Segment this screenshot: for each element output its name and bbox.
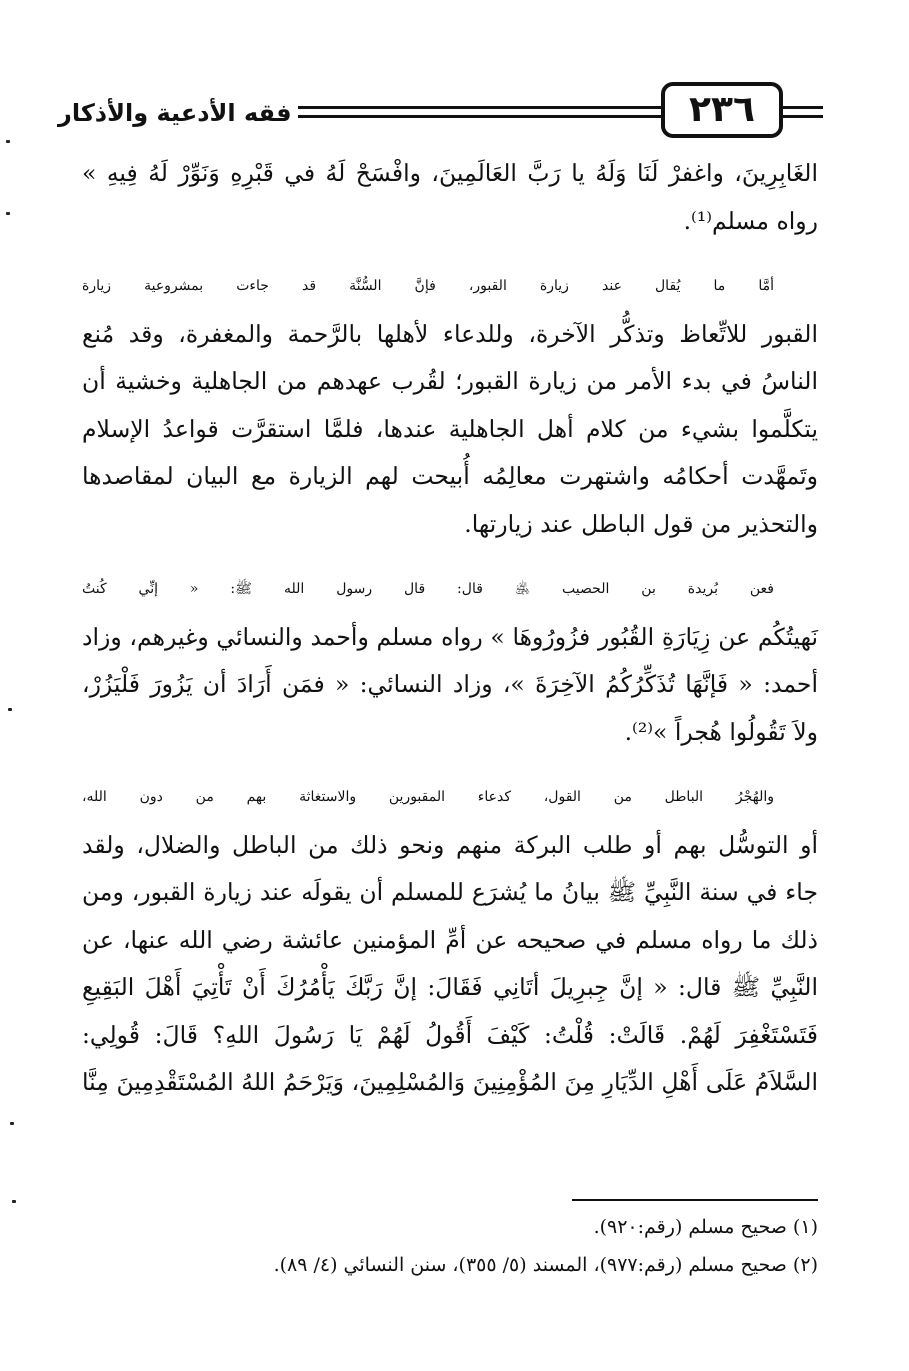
- text-line: والتحذير من قول الباطل عند زيارتها.: [464, 509, 818, 538]
- paragraph-al-hujr: [82, 774, 818, 1107]
- text-line: والهُجْرُ الباطل من القول، كدعاء المقبورين والاستغاثة بهم من دون الله،: [82, 789, 774, 805]
- paragraph-buraydah-hadith: [82, 566, 818, 756]
- book-title: فقه الأدعية والأذكار: [58, 99, 292, 127]
- main-text: [82, 150, 818, 1125]
- scan-speck: [10, 1122, 14, 1125]
- header-rule-left: [298, 106, 716, 118]
- text-line: جاء في سنة النَّبِيِّ ﷺ بيانُ ما يُشرَع للمسلم أن يقولَه عند زيارة القبور، ومن: [82, 878, 818, 906]
- footnote-1: (١) صحيح مسلم (رقم:٩٢٠).: [593, 1216, 818, 1238]
- scan-speck: [6, 140, 10, 143]
- text-line: نَهيتُكُم عن زِيَارَةِ القُبُور فزُورُوهَا » رواه مسلم وأحمد والنسائي وغيرهم، وزاد: [82, 622, 818, 651]
- text-line: النَّبِيِّ ﷺ قال: « إنَّ جِبرِيلَ أتَانِي فَقَالَ: إنَّ رَبَّكَ يَأْمُرُكَ أَنْ تَأْتِيَ أَهْلَ البَقِيعِ: [82, 973, 818, 1001]
- text-line: أحمد: « فَإنَّهَا تُذَكِّرُكُمُ الآخِرَةَ »، وزاد النسائي: « فمَن أَرَادَ أن يَزُورَ فَلْيَزُرْ،: [82, 670, 818, 698]
- text-line: ذلك ما رواه مسلم في صحيحه عن أمِّ المؤمنين عائشة رضي الله عنها، عن: [82, 925, 818, 954]
- page-number: ٢٣٦: [661, 82, 783, 138]
- text-line: وتَمهَّدت أحكامُه واشتهرت معالِمُه أُبيحت لهم الزيارة مع البيان لمقاصدها: [82, 462, 818, 490]
- scan-speck: [8, 708, 12, 711]
- text-line: السَّلاَمُ عَلَى أَهْلِ الدِّيَارِ مِنَ المُؤْمِنِينَ وَالمُسْلِمِينَ، وَيَرْحَمُ اللهُ المُسْتَقْدِمِينَ مِنَّا: [82, 1068, 818, 1096]
- text-line: الغَابِرِينَ، واغفرْ لَنَا وَلَهُ يا رَبَّ العَالَمِينَ، وافْسَحْ لَهُ في قَبْرِهِ وَنَوِّرْ لَهُ فِيهِ »: [82, 159, 818, 187]
- scan-speck: [6, 212, 10, 215]
- footnote-2: (٢) صحيح مسلم (رقم:٩٧٧)، المسند (٥/ ٣٥٥)، سنن النسائي (٤/ ٨٩).: [273, 1254, 818, 1276]
- text-line: يتكلَّموا بشيء من كلام أهل الجاهلية عندها، فلمَّا استقرَّت قواعدُ الإسلام: [82, 414, 818, 443]
- paragraph-visiting-graves: [82, 263, 818, 548]
- text-line: رواه مسلم⁽¹⁾.: [683, 206, 818, 235]
- text-line: أو التوسُّل بهم أو طلب البركة منهم ونحو ذلك من الباطل والضلال، ولقد: [82, 830, 818, 859]
- running-header: [58, 82, 823, 142]
- text-line: القبور للاتِّعاظ وتذكُّر الآخرة، وللدعاء لأهلها بالرَّحمة والمغفرة، وقد مُنع: [82, 319, 818, 348]
- footnotes: [82, 1208, 818, 1284]
- footnote-separator: [572, 1199, 818, 1201]
- text-line: فعن بُريدة بن الحصيب ﵁ قال: قال رسول الله ﷺ: « إنِّي كُنتُ: [82, 581, 774, 597]
- text-line: ولاَ تَقُولُوا هُجراً »⁽²⁾.: [624, 717, 818, 746]
- text-line: فَتَسْتَغْفِرَ لَهُمْ. قَالَتْ: قُلْتُ: كَيْفَ أَقُولُ لَهُمْ يَا رَسُولَ اللهِ؟ قَالَ: قُولِي:: [82, 1020, 818, 1049]
- scan-speck: [12, 1200, 16, 1203]
- text-line: أمَّا ما يُقال عند زيارة القبور، فإنَّ السُّنَّة قد جاءت بمشروعية زيارة: [82, 278, 774, 294]
- paragraph-continuation: [82, 150, 818, 245]
- text-line: الناسُ في بدء الأمر من زيارة القبور؛ لقُرب عهدهم من الجاهلية وخشية أن: [82, 367, 818, 395]
